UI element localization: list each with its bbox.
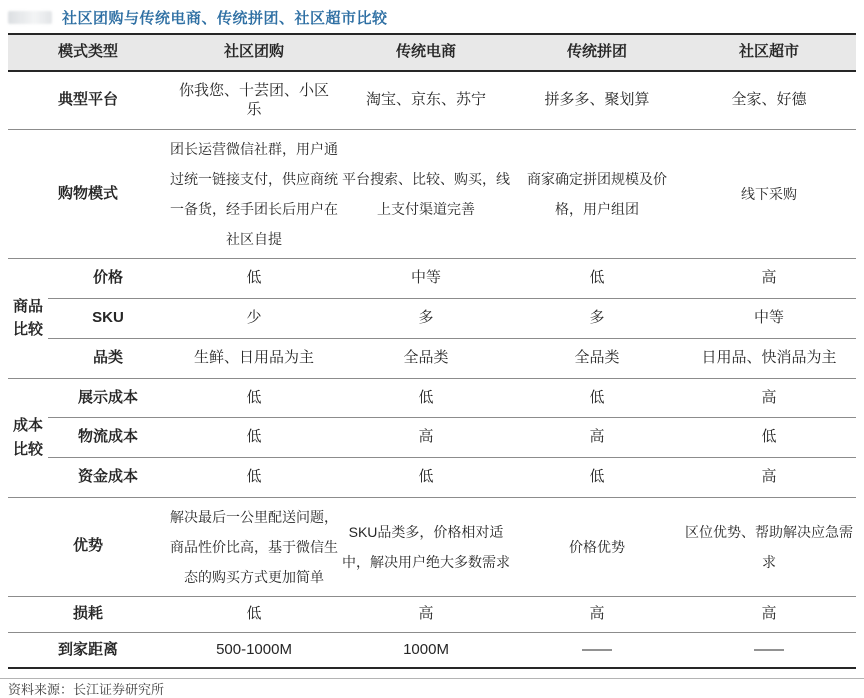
header-traditional-ecommerce: 传统电商 <box>340 34 512 71</box>
cell-shopping-mode-3: 商家确定拼团规模及价格，用户组团 <box>512 130 682 259</box>
cell-sku-1: 少 <box>168 299 340 339</box>
group-label-product-comparison: 商品比较 <box>8 259 48 378</box>
cell-logistics-cost-3: 高 <box>512 418 682 458</box>
bottom-divider <box>0 678 864 679</box>
row-label-shopping-mode: 购物模式 <box>8 130 168 259</box>
cell-advantage-4: 区位优势、帮助解决应急需求 <box>682 497 856 596</box>
row-label-category: 品类 <box>48 338 168 378</box>
cell-typical-platform-2: 淘宝、京东、苏宁 <box>340 71 512 130</box>
cell-loss-3: 高 <box>512 596 682 632</box>
cell-price-2: 中等 <box>340 259 512 299</box>
cell-capital-cost-2: 低 <box>340 458 512 498</box>
row-label-advantage: 优势 <box>8 497 168 596</box>
header-community-supermarket: 社区超市 <box>682 34 856 71</box>
cell-advantage-2: SKU品类多，价格相对适中，解决用户绝大多数需求 <box>340 497 512 596</box>
cell-price-3: 低 <box>512 259 682 299</box>
table-row-category <box>8 338 856 378</box>
table-row-loss <box>8 596 856 632</box>
cell-loss-4: 高 <box>682 596 856 632</box>
table-row-advantage <box>8 497 856 596</box>
row-label-sku: SKU <box>48 299 168 339</box>
cell-price-4: 高 <box>682 259 856 299</box>
cell-display-cost-2: 低 <box>340 378 512 418</box>
row-label-typical-platform: 典型平台 <box>8 71 168 130</box>
group-label-cost-comparison: 成本比较 <box>8 378 48 497</box>
cell-typical-platform-4: 全家、好德 <box>682 71 856 130</box>
cell-category-1: 生鲜、日用品为主 <box>168 338 340 378</box>
table-row-display-cost <box>8 378 856 418</box>
row-label-loss: 损耗 <box>8 596 168 632</box>
cell-sku-4: 中等 <box>682 299 856 339</box>
cell-logistics-cost-1: 低 <box>168 418 340 458</box>
cell-shopping-mode-2: 平台搜索、比较、购买，线上支付渠道完善 <box>340 130 512 259</box>
faded-table-number <box>8 11 52 24</box>
cell-advantage-3: 价格优势 <box>512 497 682 596</box>
cell-category-4: 日用品、快消品为主 <box>682 338 856 378</box>
cell-typical-platform-1: 你我您、十芸团、小区乐 <box>168 71 340 130</box>
cell-sku-2: 多 <box>340 299 512 339</box>
data-source-note: 资料来源：长江证券研究所 <box>8 682 165 698</box>
header-community-group-buy: 社区团购 <box>168 34 340 71</box>
cell-display-cost-4: 高 <box>682 378 856 418</box>
cell-category-3: 全品类 <box>512 338 682 378</box>
cell-category-2: 全品类 <box>340 338 512 378</box>
cell-home-distance-4: —— <box>682 632 856 668</box>
cell-typical-platform-3: 拼多多、聚划算 <box>512 71 682 130</box>
cell-capital-cost-4: 高 <box>682 458 856 498</box>
table-row-shopping-mode <box>8 130 856 259</box>
cell-advantage-1: 解决最后一公里配送问题，商品性价比高，基于微信生态的购买方式更加简单 <box>168 497 340 596</box>
row-label-display-cost: 展示成本 <box>48 378 168 418</box>
header-mode-type: 模式类型 <box>8 34 168 71</box>
cell-logistics-cost-4: 低 <box>682 418 856 458</box>
cell-home-distance-2: 1000M <box>340 632 512 668</box>
table-row-price <box>8 259 856 299</box>
cell-home-distance-1: 500-1000M <box>168 632 340 668</box>
cell-price-1: 低 <box>168 259 340 299</box>
table-row-typical-platform <box>8 71 856 130</box>
table-row-capital-cost <box>8 458 856 498</box>
cell-shopping-mode-1: 团长运营微信社群，用户通过统一链接支付，供应商统一备货，经手团长后用户在社区自提 <box>168 130 340 259</box>
table-row-logistics-cost <box>8 418 856 458</box>
table-title-row <box>0 0 864 33</box>
cell-logistics-cost-2: 高 <box>340 418 512 458</box>
header-row <box>8 34 856 71</box>
table-row-sku <box>8 299 856 339</box>
page-title: 社区团购与传统电商、传统拼团、社区超市比较 <box>62 10 388 27</box>
cell-sku-3: 多 <box>512 299 682 339</box>
row-label-logistics-cost: 物流成本 <box>48 418 168 458</box>
row-label-capital-cost: 资金成本 <box>48 458 168 498</box>
table-row-home-distance <box>8 632 856 668</box>
cell-display-cost-1: 低 <box>168 378 340 418</box>
comparison-table <box>8 33 856 669</box>
cell-display-cost-3: 低 <box>512 378 682 418</box>
row-label-price: 价格 <box>48 259 168 299</box>
cell-shopping-mode-4: 线下采购 <box>682 130 856 259</box>
row-label-home-distance: 到家距离 <box>8 632 168 668</box>
cell-capital-cost-1: 低 <box>168 458 340 498</box>
cell-home-distance-3: —— <box>512 632 682 668</box>
header-traditional-pintuan: 传统拼团 <box>512 34 682 71</box>
cell-loss-1: 低 <box>168 596 340 632</box>
cell-loss-2: 高 <box>340 596 512 632</box>
cell-capital-cost-3: 低 <box>512 458 682 498</box>
